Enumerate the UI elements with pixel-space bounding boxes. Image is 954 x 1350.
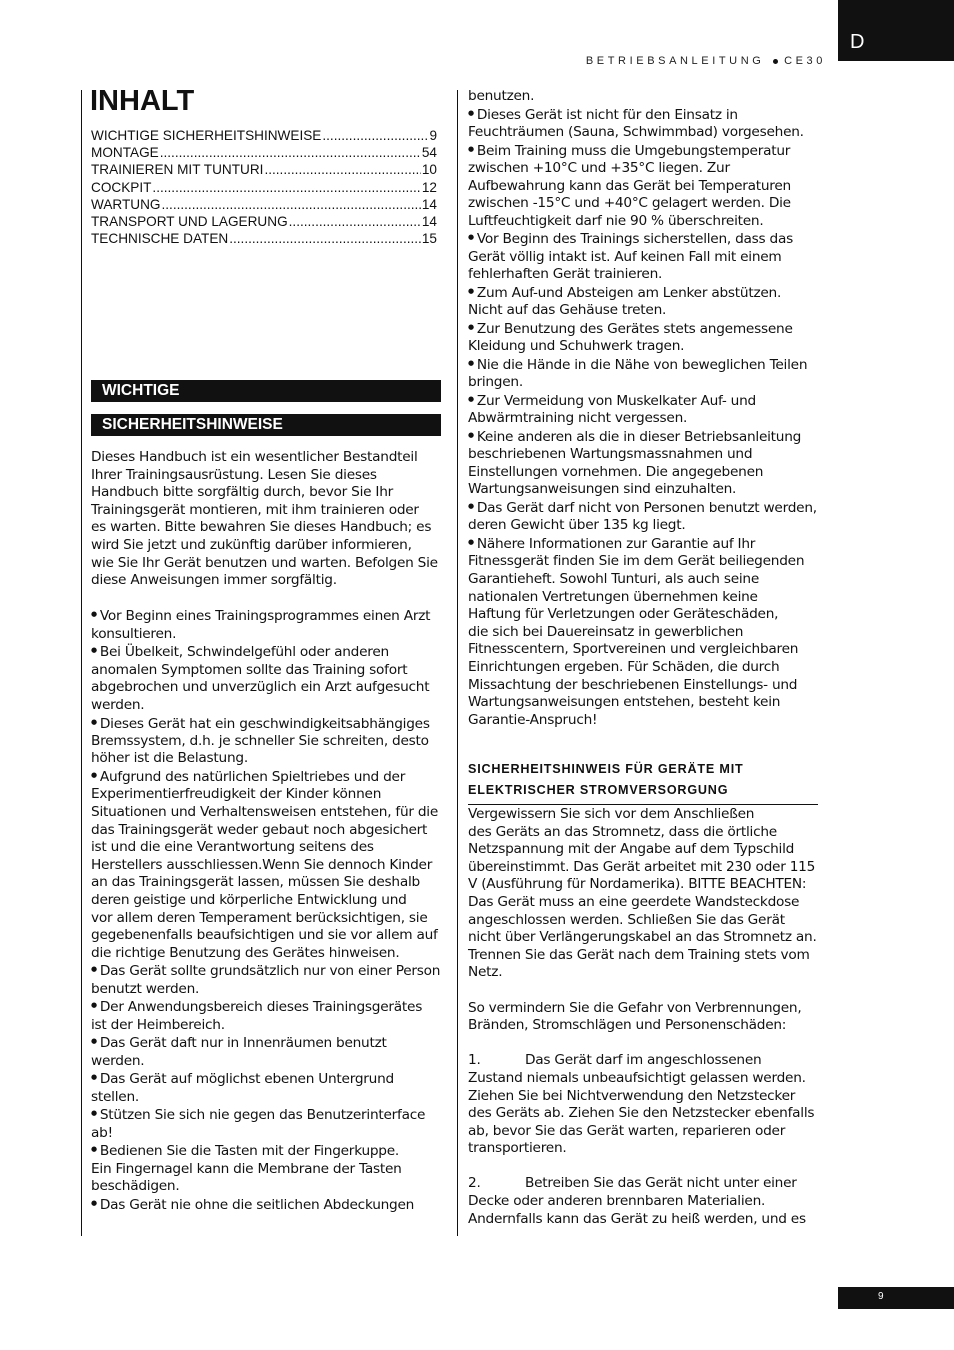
bullet-line: ● Zum Auf-und Absteigen am Lenker abstützen. <box>468 284 833 302</box>
toc-page: 54 <box>421 145 437 161</box>
toc-label: TRAINIEREN MIT TUNTURI <box>91 162 264 178</box>
numbered-line <box>468 1123 833 1141</box>
bullet-line: an das Trainingsgerät lassen, müssen Sie deshalb <box>91 874 420 891</box>
toc-entry <box>91 128 437 145</box>
electrical-line: Netzspannung mit der Angabe auf dem Typschild <box>468 841 795 858</box>
spacer <box>468 1035 833 1053</box>
bullet-line: ● Vor Beginn des Trainings sicherstellen, dass das <box>468 230 833 248</box>
item-text: Andernfalls kann das Gerät zu heiß werden, und es <box>468 1210 806 1227</box>
subheading-line1: SICHERHEITSHINWEIS FÜR GERÄTE MIT <box>468 762 744 776</box>
right-column-top <box>468 88 833 729</box>
bullet-line: Einstellungen vornehmen. Die angegebenen <box>468 463 764 480</box>
bullet-line: Nicht auf das Gehäuse treten. <box>468 302 667 319</box>
bullet-line: zwischen +10°C und +35°C liegen. Zur <box>468 159 730 176</box>
intro-line: Dieses Handbuch ist ein wesentlicher Bestandteil <box>91 449 418 465</box>
numbered-line <box>468 1052 833 1070</box>
numbered-line <box>468 1070 833 1088</box>
intro-line: wie Sie Ihr Gerät benutzen und warten. Befolgen Sie <box>91 554 438 571</box>
bullet-line: beschriebenen Wartungsmassnahmen und <box>468 446 753 463</box>
bullet-line: das Trainingsgerät weder gebaut noch abgesichert <box>91 821 428 838</box>
toc-label: WARTUNG <box>91 196 161 212</box>
toc-label: TECHNISCHE DATEN <box>91 231 229 247</box>
bullet-line: Luftfeuchtigkeit darf nie 90 % überschreiten. <box>468 212 764 229</box>
bullet-line: Fitnessgerät finden Sie im dem Gerät beiliegenden <box>468 553 805 570</box>
spacer <box>468 1158 833 1176</box>
item-text: des Geräts ab. Ziehen Sie den Netzstecker ebenfalls <box>468 1105 815 1122</box>
bullet-line: gegebenenfalls beaufsichtigen und sie vor allem auf <box>91 927 438 944</box>
section-heading-line2: SICHERHEITSHINWEISE <box>91 414 441 436</box>
numbered-line <box>468 1211 833 1229</box>
bullet-line: Garantieheft. Sowohl Tunturi, als auch seine <box>468 571 760 587</box>
electrical-line: Netz. <box>468 964 503 981</box>
toc-label: WICHTIGE SICHERHEITSHINWEISE <box>91 128 322 143</box>
electrical-line: angeschlossen werden. Schließen Sie das Gerät <box>468 911 785 928</box>
left-column <box>91 449 451 1214</box>
item-text: Das Gerät darf im angeschlossenen <box>525 1052 762 1069</box>
center-column-rule <box>457 90 458 1236</box>
bullet-line: ● Zur Benutzung des Gerätes stets angemessene <box>468 320 833 338</box>
toc-entry <box>91 180 437 197</box>
bullet-line: Garantie-Anspruch! <box>468 711 598 728</box>
bullet-line: ● Stützen Sie sich nie gegen das Benutzerinterface <box>91 1106 451 1124</box>
bullet-line: Experimentierfreudigkeit der Kinder können <box>91 786 382 803</box>
bullet-line: nationalen Vertretungen übernehmen keine <box>468 588 758 605</box>
bullet-line: deren Gewicht über 135 kg liegt. <box>468 517 686 534</box>
intro-line: Trainingsgerät montieren, mit ihm trainieren oder <box>91 501 419 518</box>
toc-page: 14 <box>421 213 437 229</box>
bullet-line: Abwärmtraining nicht vergessen. <box>468 410 688 427</box>
bullet-line: ● Aufgrund des natürlichen Spieltriebes und der <box>91 768 451 786</box>
item-text: Decke oder anderen brennbaren Materialien. <box>468 1193 766 1210</box>
toc-page: 12 <box>421 179 437 195</box>
bullet-line: ● Bedienen Sie die Tasten mit der Fingerkuppe. <box>91 1142 451 1160</box>
intro-line: es warten. Bitte bewahren Sie dieses Handbuch; es <box>91 519 432 536</box>
table-of-contents <box>91 128 437 248</box>
electrical-line: des Geräts an das Stromnetz, dass die örtliche <box>468 823 777 840</box>
separator-dot-icon <box>773 59 778 64</box>
numbered-line <box>468 1105 833 1123</box>
item-text: transportieren. <box>468 1140 567 1157</box>
item-text: Zustand niemals unbeaufsichtigt gelassen werden. <box>468 1069 806 1086</box>
bullet-line: Haftung für Verletzungen oder Geräteschäden, <box>468 606 779 623</box>
electrical-line: übereinstimmt. Das Gerät arbeitet mit 230 oder 115 <box>468 858 816 875</box>
bullet-line: ● Das Gerät daft nur in Innenräumen benutzt <box>91 1034 451 1052</box>
toc-label: COCKPIT <box>91 179 152 195</box>
bullet-line: die sich bei Dauereinsatz in gewerblichen <box>468 623 744 640</box>
spacer <box>91 590 451 608</box>
bullet-line: ● Vor Beginn eines Trainingsprogrammes einen Arzt <box>91 607 451 625</box>
risk-intro-line: Bränden, Stromschlägen und Personenschäden: <box>468 1017 787 1034</box>
item-number: 1. <box>468 1052 481 1069</box>
bullet-line: werden. <box>91 696 145 713</box>
bullet-line: ● Zur Vermeidung von Muskelkater Auf- und <box>468 392 833 410</box>
bullet-line: ● Dieses Gerät ist nicht für den Einsatz in <box>468 106 833 124</box>
bullet-line: vor allem deren Temperament berücksichtigen, sie <box>91 909 428 926</box>
intro-line: wird Sie jetzt und zukünftig darüber informieren, <box>91 536 412 553</box>
toc-leader <box>229 231 421 246</box>
item-number: 2. <box>468 1175 481 1192</box>
bullet-line: ● Das Gerät nie ohne die seitlichen Abdeckungen <box>91 1196 451 1214</box>
page-number: 9 <box>838 1287 954 1309</box>
numbered-line <box>468 1088 833 1106</box>
running-header <box>586 55 826 67</box>
toc-entry <box>91 145 437 162</box>
bullet-line: abgebrochen und unverzüglich ein Arzt aufgesucht <box>91 679 430 696</box>
bullet-line: Herstellers ausschliessen.Wenn Sie dennoch Kinder <box>91 856 433 873</box>
bullet-line: Kleidung und Schuhwerk tragen. <box>468 338 685 355</box>
bullet-line: ● Bei Übelkeit, Schwindelgefühl oder anderen <box>91 643 451 661</box>
item-text: Betreiben Sie das Gerät nicht unter einer <box>525 1175 797 1192</box>
bullet-line: Wartungsanweisungen sind einzuhalten. <box>468 481 737 498</box>
intro-line: Handbuch bitte sorgfältig durch, bevor Sie Ihr <box>91 484 394 501</box>
toc-leader <box>160 145 421 160</box>
bullet-line: bringen. <box>468 374 523 391</box>
bullet-line: ● Der Anwendungsbereich dieses Trainingsgerätes <box>91 998 451 1016</box>
electrical-subheading <box>468 759 818 805</box>
electrical-line: Das Gerät muss an eine geerdete Wandsteckdose <box>468 893 800 910</box>
bullet-line: Fitnesscentern, Sportvereinen und vergleichbaren <box>468 641 799 658</box>
toc-entry <box>91 197 437 214</box>
bullet-line: Situationen und Verhaltensweisen entstehen, für die <box>91 804 439 821</box>
running-title: BETRIEBSANLEITUNG <box>585 55 765 67</box>
electrical-line: V (Ausführung für Nordamerika). BITTE BEACHTEN: <box>468 876 807 893</box>
bullet-line: Wartungsanweisungen entstehen, besteht kein <box>468 694 781 711</box>
bullet-line: Ein Fingernagel kann die Membrane der Tasten <box>91 1160 402 1177</box>
toc-leader <box>152 180 420 195</box>
page-title: INHALT <box>90 85 195 117</box>
bullet-line: Missachtung der beschriebenen Einstellungs- und <box>468 676 798 693</box>
bullet-line: ab! <box>91 1124 113 1141</box>
bullet-line: Aufbewahrung kann das Gerät bei Temperaturen <box>468 177 791 194</box>
bullet-line: Gerät völlig intakt ist. Auf keinen Fall mit einem <box>468 248 782 265</box>
bullet-line: ● Das Gerät sollte grundsätzlich nur von einer Person <box>91 962 451 980</box>
bullet-line: ● Das Gerät darf nicht von Personen benutzt werden, <box>468 499 833 517</box>
electrical-line: Vergewissern Sie sich vor dem Anschließen <box>468 806 755 822</box>
bullet-line: zwischen -15°C und +40°C gelagert werden. Die <box>468 195 791 212</box>
bullet-line: ● Nie die Hände in die Nähe von beweglichen Teilen <box>468 356 833 374</box>
subheading-line2: ELEKTRISCHER STROMVERSORGUNG <box>468 783 729 797</box>
numbered-line <box>468 1193 833 1211</box>
toc-page: 9 <box>429 128 437 143</box>
toc-label: TRANSPORT UND LAGERUNG <box>91 213 288 229</box>
bullet-line: Feuchträumen (Sauna, Schwimmbad) vorgesehen. <box>468 123 804 140</box>
left-column-rule <box>81 90 82 1236</box>
toc-entry <box>91 162 437 179</box>
toc-leader <box>264 162 420 177</box>
bullet-line: benutzt werden. <box>91 980 200 997</box>
toc-entry <box>91 214 437 231</box>
toc-label: MONTAGE <box>91 145 159 161</box>
bullet-line: ● Nähere Informationen zur Garantie auf Ihr <box>468 535 833 553</box>
bullet-line: beschädigen. <box>91 1178 180 1195</box>
item-text: Ziehen Sie bei Nichtverwendung den Netzstecker <box>468 1087 796 1104</box>
risk-intro-line: So vermindern Sie die Gefahr von Verbrennungen, <box>468 999 802 1016</box>
bullet-line: werden. <box>91 1052 145 1069</box>
numbered-line <box>468 1175 833 1193</box>
spacer <box>468 982 833 1000</box>
bullet-line: ● Beim Training muss die Umgebungstemperatur <box>468 142 833 160</box>
toc-page: 14 <box>421 196 437 212</box>
electrical-line: nicht über Verlängerungskabel an das Stromnetz an. <box>468 929 817 946</box>
continuation-line: benutzen. <box>468 88 535 104</box>
electrical-line: Trennen Sie das Gerät nach dem Training stets vom <box>468 946 810 963</box>
bullet-line: ● Das Gerät auf möglichst ebenen Untergrund <box>91 1070 451 1088</box>
bullet-line: ist der Heimbereich. <box>91 1016 225 1033</box>
intro-line: diese Anweisungen immer sorgfältig. <box>91 572 337 589</box>
toc-leader <box>289 214 421 229</box>
language-tab: D <box>838 0 954 61</box>
section-heading-line1: WICHTIGE <box>91 380 441 402</box>
bullet-line: ● Dieses Gerät hat ein geschwindigkeitsabhängiges <box>91 715 451 733</box>
toc-page: 10 <box>421 162 437 178</box>
bullet-line: die richtige Benutzung des Gerätes hinweisen. <box>91 944 400 961</box>
bullet-line: anomalen Symptomen sollte das Training sofort <box>91 661 408 678</box>
bullet-line: fehlerhaften Gerät trainieren. <box>468 266 663 283</box>
toc-leader <box>161 197 420 212</box>
toc-page: 15 <box>421 231 437 247</box>
bullet-line: Bremssystem, d.h. je schneller Sie schreiten, desto <box>91 732 429 749</box>
toc-entry <box>91 231 437 248</box>
bullet-line: ● Keine anderen als die in dieser Betriebsanleitung <box>468 428 833 446</box>
bullet-line: höher ist die Belastung. <box>91 750 248 767</box>
toc-leader <box>322 128 428 143</box>
bullet-line: konsultieren. <box>91 625 177 642</box>
intro-line: Ihrer Trainingsausrüstung. Lesen Sie dieses <box>91 466 377 483</box>
model-name: CE30 <box>784 55 826 67</box>
bullet-line: Einrichtungen ergeben. Für Schäden, die durch <box>468 658 780 675</box>
right-column-bottom <box>468 806 833 1228</box>
bullet-line: ist und die eine Verantwortung seitens des <box>91 839 374 856</box>
item-text: ab, bevor Sie das Gerät warten, reparieren oder <box>468 1122 786 1139</box>
bullet-line: deren geistige und körperliche Entwicklung und <box>91 892 407 909</box>
numbered-line <box>468 1140 833 1158</box>
bullet-line: stellen. <box>91 1088 139 1105</box>
